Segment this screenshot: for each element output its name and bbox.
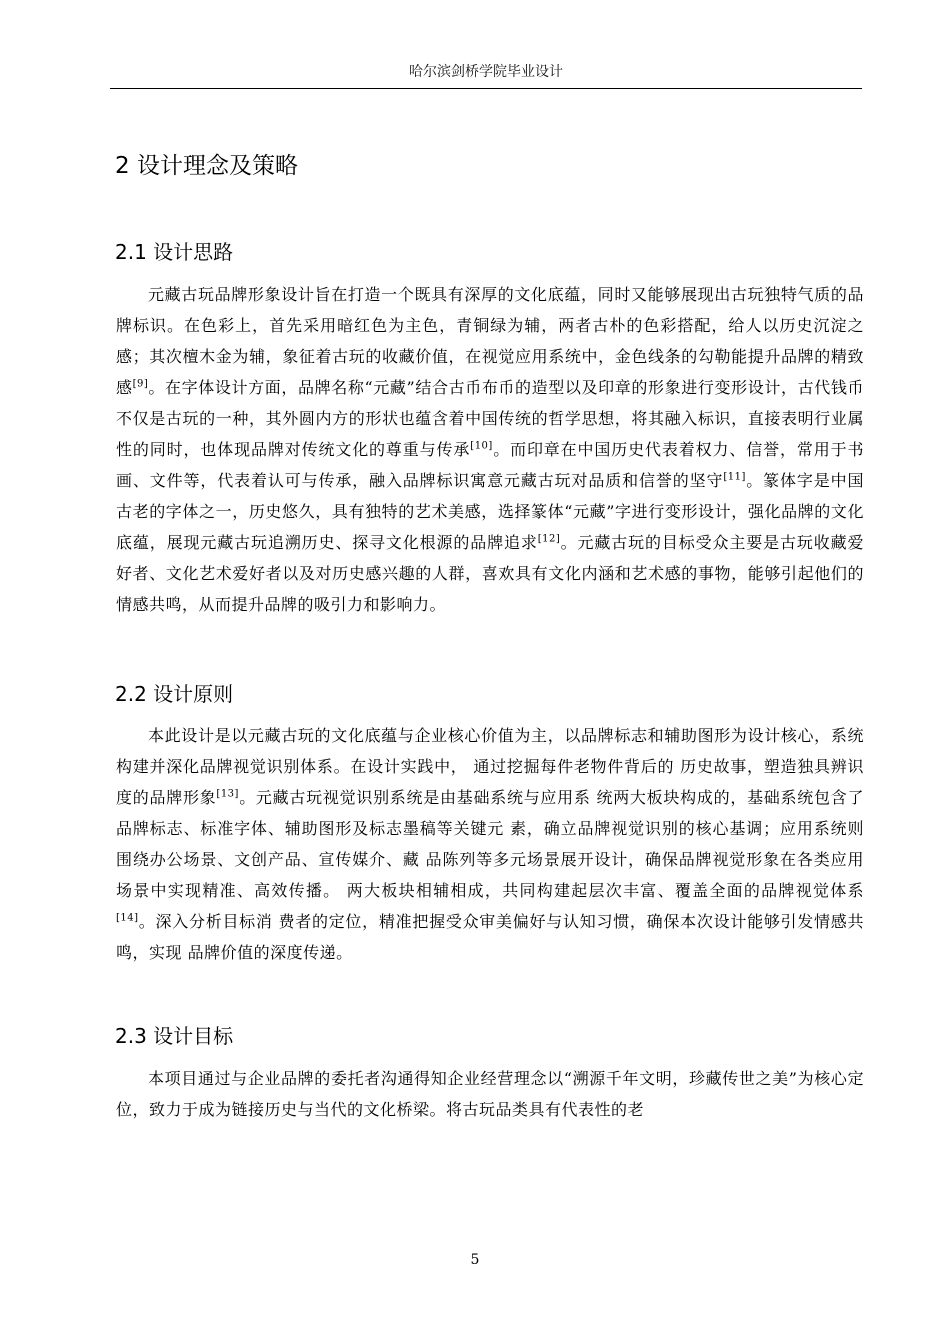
section-paragraph-2-3 (116, 1063, 864, 1125)
citation: [11] (723, 471, 746, 483)
text-segment: 本项目通过与企业品牌的委托者沟通得知企业经营理念以“溯源千年文明，珍藏传世之美”为核心定位，致力于成为链接历史与当代的文化桥梁。将古玩品类具有代表性的老 (116, 1069, 864, 1119)
header-divider (110, 88, 862, 89)
text-segment: 。而印章在中国历史代表着权力、信誉，常用于书画、文件等，代表着认可与传承，融入品牌标识寓意元藏古玩对品质和信誉的坚守 (116, 440, 864, 490)
citation: [14] (116, 912, 139, 924)
citation: [10] (470, 440, 493, 452)
section-paragraph-2-2 (116, 720, 864, 968)
section-heading-2-3: 2.3 设计目标 (115, 1024, 234, 1048)
section-paragraph-2-1 (116, 279, 864, 620)
citation: [12] (537, 533, 561, 545)
running-header: 哈尔滨剑桥学院毕业设计 (409, 64, 563, 80)
section-heading-2-2: 2.2 设计原则 (115, 682, 234, 706)
text-segment: 本此设计是以元藏古玩的文化底蕴与企业核心价值为主，以品牌标志和辅助图形为设计核心，系统构建并深化品牌视觉识别体系。在设计实践中， 通过挖掘每件老物件背后的 历史故事，塑造独具辨识度的品牌形象 (116, 726, 864, 807)
citation: [9] (132, 378, 149, 390)
section-heading-2-1: 2.1 设计思路 (115, 240, 234, 264)
text-segment: 。在字体设计方面，品牌名称“元藏”结合古币布币的造型以及印章的形象进行变形设计，古代钱币不仅是古玩的一种，其外圆内方的形状也蕴含着中国传统的哲学思想，将其融入标识，直接表明行业属性的同时，也体现品牌对传统文化的尊重与传承 (116, 378, 864, 459)
chapter-heading: 2 设计理念及策略 (115, 153, 298, 179)
text-segment: 元藏古玩品牌形象设计旨在打造一个既具有深厚的文化底蕴，同时又能够展现出古玩独特气质的品牌标识。在色彩上，首先采用暗红色为主色，青铜绿为辅，两者古朴的色彩搭配，给人以历史沉淀之感；其次檀木金为辅，象征着古玩的收藏价值，在视觉应用系统中，金色线条的勾勒能提升品牌的精致感 (116, 285, 864, 397)
page-number: 5 (470, 1252, 480, 1268)
text-segment: 。元藏古玩的目标受众主要是古玩收藏爱好者、文化艺术爱好者以及对历史感兴趣的人群，喜欢具有文化内涵和艺术感的事物，能够引起他们的情感共鸣，从而提升品牌的吸引力和影响力。 (116, 533, 864, 614)
text-segment: 。元藏古玩视觉识别系统是由基础系统与应用系 统两大板块构成的，基础系统包含了品牌标志、标准字体、辅助图形及标志墨稿等关键元 素，确立品牌视觉识别的核心基调；应用系统则围绕办公场景、文创产品、宣传媒介、藏 品陈列等多元场景展开设计，确保品牌视觉形象在各类应用场景中实现精准、高效传播。 两大板块相辅相成，共同构建起层次丰富、覆盖全面的品牌视觉体系 (116, 788, 864, 900)
citation: [13] (216, 788, 239, 800)
text-segment: 。篆体字是中国古老的字体之一，历史悠久，具有独特的艺术美感，选择篆体“元藏”字进行变形设计，强化品牌的文化底蕴，展现元藏古玩追溯历史、探寻文化根源的品牌追求 (116, 471, 864, 552)
text-segment: 。深入分析目标消 费者的定位，精准把握受众审美偏好与认知习惯，确保本次设计能够引发情感共鸣，实现 品牌价值的深度传递。 (116, 912, 864, 962)
